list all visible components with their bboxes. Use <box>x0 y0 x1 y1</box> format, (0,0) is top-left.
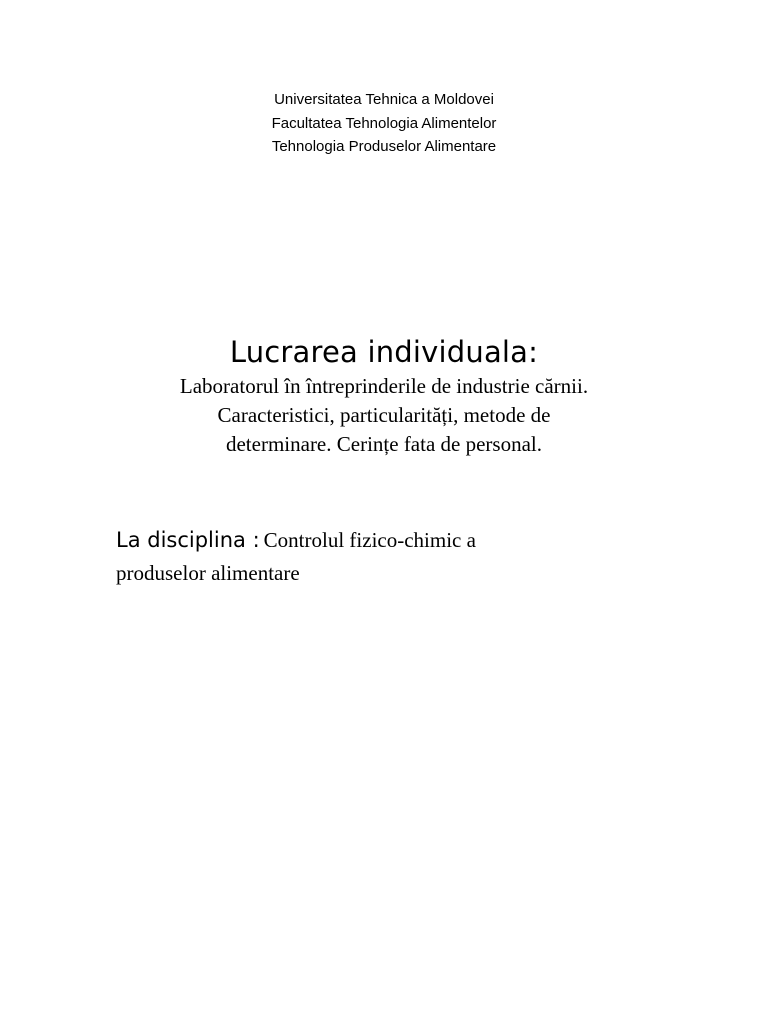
subtitle-line: Laboratorul în întreprinderile de industrie cărnii. <box>179 374 589 398</box>
subtitle-line: determinare. Cerințe fata de personal. <box>225 432 542 456</box>
discipline-block <box>116 525 676 591</box>
discipline-value-line2: produselor alimentare <box>116 561 300 585</box>
specialty-name: Tehnologia Produselor Alimentare <box>271 138 497 155</box>
discipline-label: La disciplina : <box>116 528 260 552</box>
discipline-value-line1: Controlul fizico-chimic a <box>263 528 476 552</box>
document-title: Lucrarea individuala: <box>229 335 539 369</box>
document-subtitle <box>0 372 768 459</box>
title-block <box>0 332 768 459</box>
institution-header <box>0 88 768 159</box>
faculty-name: Facultatea Tehnologia Alimentelor <box>271 114 497 132</box>
subtitle-line: Caracteristici, particularități, metode de <box>217 403 551 427</box>
university-name: Universitatea Tehnica a Moldovei <box>274 91 494 108</box>
